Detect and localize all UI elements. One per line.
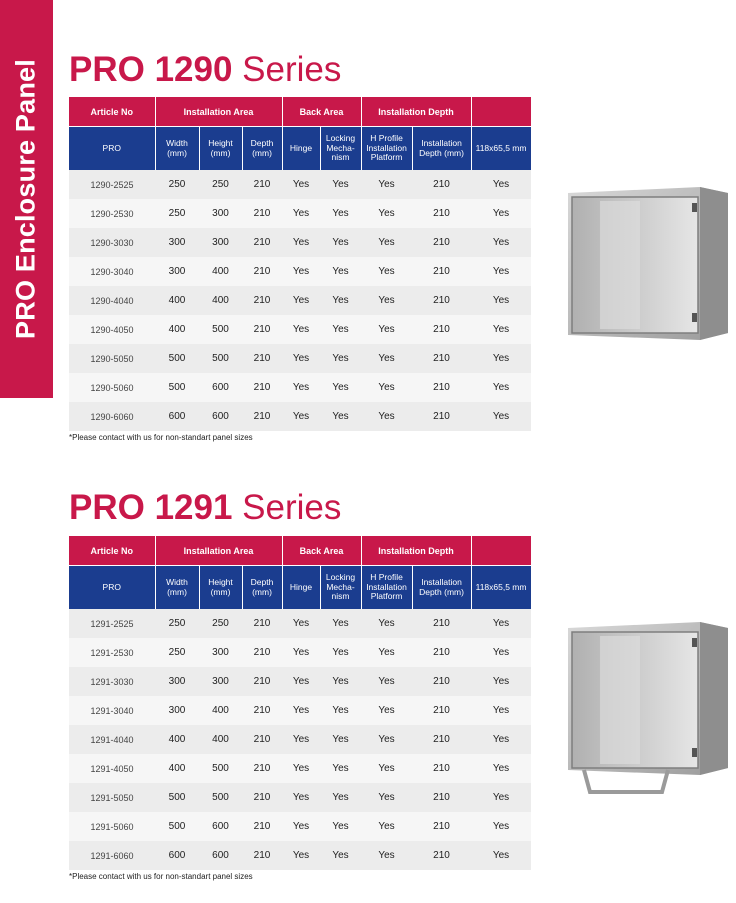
table-cell: 400 [199, 725, 242, 754]
table-cell: Yes [320, 199, 361, 228]
table-row [69, 170, 531, 199]
table-cell: 250 [199, 609, 242, 638]
table-cell: 210 [412, 783, 471, 812]
table-cell: 300 [155, 228, 199, 257]
table-cell: Yes [471, 257, 531, 286]
header-extra [471, 536, 531, 566]
table-cell: 210 [242, 696, 282, 725]
table-cell: Yes [320, 667, 361, 696]
header-article-no: Article No [69, 97, 155, 127]
table-cell: 300 [155, 696, 199, 725]
table-cell: 210 [412, 257, 471, 286]
series-title-light: Series [242, 488, 342, 527]
table-cell: 210 [242, 199, 282, 228]
table-cell: Yes [282, 667, 320, 696]
table-cell: 400 [155, 725, 199, 754]
article-number-cell: 1291-5050 [69, 783, 155, 812]
table-cell: Yes [471, 812, 531, 841]
table-cell: Yes [361, 286, 412, 315]
table-cell: Yes [471, 315, 531, 344]
table-cell: Yes [471, 841, 531, 870]
article-number-cell: 1291-2530 [69, 638, 155, 667]
table-cell: 210 [242, 783, 282, 812]
table-cell: Yes [471, 725, 531, 754]
table-cell: 500 [199, 315, 242, 344]
table-row [69, 696, 531, 725]
table-cell: Yes [361, 228, 412, 257]
table-cell: Yes [282, 315, 320, 344]
table-cell: 210 [412, 754, 471, 783]
subheader-cell: Height (mm) [199, 566, 242, 610]
table-cell: Yes [282, 170, 320, 199]
table-cell: Yes [471, 638, 531, 667]
table-cell: 210 [412, 373, 471, 402]
table-cell: Yes [282, 199, 320, 228]
table-cell: 210 [412, 638, 471, 667]
table-row [69, 257, 531, 286]
note-text: *Please contact with us for non-standart panel sizes [69, 872, 253, 881]
header-back-area: Back Area [282, 97, 361, 127]
table-cell: Yes [320, 286, 361, 315]
table-row [69, 373, 531, 402]
table-cell: Yes [361, 725, 412, 754]
table-cell: 500 [155, 783, 199, 812]
article-number-cell: 1290-3040 [69, 257, 155, 286]
table-cell: 210 [242, 754, 282, 783]
table-cell: 210 [242, 228, 282, 257]
table-cell: Yes [361, 754, 412, 783]
header-back-area: Back Area [282, 536, 361, 566]
table-cell: 210 [242, 344, 282, 373]
table-cell: 210 [412, 609, 471, 638]
table-cell: 600 [199, 841, 242, 870]
table-row [69, 754, 531, 783]
table-header-row [69, 536, 531, 566]
table-body [69, 170, 531, 431]
table-cell: 400 [155, 754, 199, 783]
article-number-cell: 1290-6060 [69, 402, 155, 431]
table-cell: 210 [412, 286, 471, 315]
table-cell: 210 [412, 841, 471, 870]
table-cell: Yes [471, 402, 531, 431]
article-number-cell: 1291-3030 [69, 667, 155, 696]
table-cell: Yes [361, 315, 412, 344]
table-cell: 300 [199, 228, 242, 257]
table-cell: Yes [471, 783, 531, 812]
table-cell: Yes [471, 344, 531, 373]
table-cell: 210 [412, 667, 471, 696]
table-cell: 400 [199, 696, 242, 725]
table-row [69, 725, 531, 754]
subheader-cell: Locking Mecha- nism [320, 127, 361, 171]
enclosure-image [560, 185, 730, 345]
header-extra [471, 97, 531, 127]
table-subheader-row [69, 566, 531, 610]
table-cell: Yes [320, 373, 361, 402]
table-cell: 210 [412, 170, 471, 199]
table-cell: Yes [471, 696, 531, 725]
table-cell: Yes [361, 402, 412, 431]
table-cell: Yes [471, 373, 531, 402]
table-cell: Yes [282, 609, 320, 638]
table-cell: 400 [199, 286, 242, 315]
table-cell: Yes [282, 286, 320, 315]
table-cell: Yes [471, 609, 531, 638]
table-row [69, 841, 531, 870]
table-cell: Yes [282, 841, 320, 870]
subheader-cell: Installation Depth (mm) [412, 566, 471, 610]
table-cell: Yes [320, 841, 361, 870]
series-title-1291 [69, 490, 341, 525]
article-number-cell: 1291-3040 [69, 696, 155, 725]
table-cell: 210 [242, 725, 282, 754]
table-row [69, 812, 531, 841]
table-row [69, 199, 531, 228]
table-cell: 500 [199, 754, 242, 783]
table-cell: 210 [412, 315, 471, 344]
table-cell: 210 [242, 373, 282, 402]
subheader-cell: Depth (mm) [242, 127, 282, 171]
header-installation-area: Installation Area [155, 536, 282, 566]
subheader-cell: Width (mm) [155, 127, 199, 171]
table-cell: 210 [242, 638, 282, 667]
subheader-cell: 118x65,5 mm [471, 127, 531, 171]
table-cell: 250 [199, 170, 242, 199]
table-cell: Yes [471, 286, 531, 315]
table-cell: 210 [412, 725, 471, 754]
table-cell: 400 [155, 286, 199, 315]
subheader-cell: Hinge [282, 127, 320, 171]
table-cell: 300 [199, 199, 242, 228]
table-cell: 500 [199, 344, 242, 373]
table-cell: Yes [361, 783, 412, 812]
table-cell: Yes [320, 638, 361, 667]
table-cell: Yes [282, 783, 320, 812]
table-cell: Yes [320, 228, 361, 257]
article-number-cell: 1290-4050 [69, 315, 155, 344]
table-cell: 210 [242, 402, 282, 431]
table-row [69, 228, 531, 257]
subheader-cell: Depth (mm) [242, 566, 282, 610]
table-cell: 500 [155, 373, 199, 402]
subheader-cell: Height (mm) [199, 127, 242, 171]
table-row [69, 783, 531, 812]
header-article-no: Article No [69, 536, 155, 566]
table-header-row [69, 97, 531, 127]
table-cell: Yes [320, 344, 361, 373]
table-cell: Yes [282, 344, 320, 373]
article-number-cell: 1291-2525 [69, 609, 155, 638]
spec-table-1291 [69, 536, 532, 870]
article-number-cell: 1291-6060 [69, 841, 155, 870]
table-cell: 210 [412, 402, 471, 431]
subheader-cell: PRO [69, 127, 155, 171]
table-cell: 210 [242, 609, 282, 638]
table-cell: Yes [282, 228, 320, 257]
table-row [69, 638, 531, 667]
table-cell: 300 [199, 667, 242, 696]
table-cell: Yes [361, 667, 412, 696]
subheader-cell: Width (mm) [155, 566, 199, 610]
table-cell: Yes [320, 315, 361, 344]
article-number-cell: 1291-5060 [69, 812, 155, 841]
table-cell: 600 [155, 402, 199, 431]
table-row [69, 667, 531, 696]
table-cell: Yes [320, 257, 361, 286]
table-cell: 210 [242, 812, 282, 841]
table-subheader-row [69, 127, 531, 171]
table-cell: 300 [155, 257, 199, 286]
side-tab-label: PRO Enclosure Panel [10, 59, 41, 339]
table-cell: Yes [471, 667, 531, 696]
table-cell: 210 [412, 696, 471, 725]
article-number-cell: 1290-3030 [69, 228, 155, 257]
table-row [69, 344, 531, 373]
table-cell: Yes [361, 344, 412, 373]
table-body [69, 609, 531, 870]
table-cell: 600 [199, 373, 242, 402]
table-cell: 400 [155, 315, 199, 344]
series-title-light: Series [242, 50, 342, 89]
table-cell: 600 [199, 812, 242, 841]
table-cell: Yes [282, 696, 320, 725]
table-cell: 210 [242, 257, 282, 286]
table-cell: 210 [412, 812, 471, 841]
table-cell: 250 [155, 609, 199, 638]
subheader-cell: H Profile Installation Platform [361, 566, 412, 610]
table-cell: Yes [471, 228, 531, 257]
table-cell: 210 [242, 315, 282, 344]
enclosure-image [562, 620, 732, 800]
table-cell: Yes [361, 812, 412, 841]
table-cell: Yes [471, 199, 531, 228]
subheader-cell: H Profile Installation Platform [361, 127, 412, 171]
series-title-bold: PRO 1290 [69, 50, 233, 89]
table-cell: 250 [155, 199, 199, 228]
table-cell: 300 [199, 638, 242, 667]
table-cell: 600 [155, 841, 199, 870]
article-number-cell: 1291-4050 [69, 754, 155, 783]
table-cell: Yes [361, 170, 412, 199]
subheader-cell: Hinge [282, 566, 320, 610]
table-cell: Yes [361, 373, 412, 402]
table-cell: 500 [155, 812, 199, 841]
article-number-cell: 1291-4040 [69, 725, 155, 754]
table-cell: Yes [361, 257, 412, 286]
table-cell: Yes [282, 402, 320, 431]
table-row [69, 315, 531, 344]
table-cell: Yes [320, 812, 361, 841]
header-installation-depth: Installation Depth [361, 97, 471, 127]
table-cell: 250 [155, 638, 199, 667]
table-cell: 210 [412, 344, 471, 373]
article-number-cell: 1290-4040 [69, 286, 155, 315]
table-cell: Yes [320, 402, 361, 431]
table-cell: Yes [471, 754, 531, 783]
table-cell: 500 [199, 783, 242, 812]
table-cell: Yes [282, 812, 320, 841]
spec-table-1290 [69, 97, 532, 431]
article-number-cell: 1290-5060 [69, 373, 155, 402]
table-row [69, 609, 531, 638]
table-cell: Yes [361, 609, 412, 638]
table-cell: 210 [242, 286, 282, 315]
header-installation-area: Installation Area [155, 97, 282, 127]
table-row [69, 286, 531, 315]
table-cell: Yes [282, 638, 320, 667]
table-cell: Yes [361, 638, 412, 667]
series-title-1290 [69, 52, 341, 87]
table-cell: 210 [242, 667, 282, 696]
table-cell: Yes [282, 373, 320, 402]
table-cell: 300 [155, 667, 199, 696]
table-cell: Yes [361, 199, 412, 228]
table-cell: Yes [361, 696, 412, 725]
table-cell: 210 [412, 199, 471, 228]
subheader-cell: 118x65,5 mm [471, 566, 531, 610]
table-cell: Yes [361, 841, 412, 870]
article-number-cell: 1290-5050 [69, 344, 155, 373]
article-number-cell: 1290-2525 [69, 170, 155, 199]
table-row [69, 402, 531, 431]
article-number-cell: 1290-2530 [69, 199, 155, 228]
table-cell: 600 [199, 402, 242, 431]
table-cell: 500 [155, 344, 199, 373]
table-cell: 400 [199, 257, 242, 286]
subheader-cell: PRO [69, 566, 155, 610]
table-cell: Yes [282, 257, 320, 286]
subheader-cell: Locking Mecha- nism [320, 566, 361, 610]
table-cell: 210 [412, 228, 471, 257]
header-installation-depth: Installation Depth [361, 536, 471, 566]
table-cell: Yes [320, 725, 361, 754]
table-cell: Yes [471, 170, 531, 199]
note-text: *Please contact with us for non-standart panel sizes [69, 433, 253, 442]
subheader-cell: Installation Depth (mm) [412, 127, 471, 171]
table-cell: 250 [155, 170, 199, 199]
table-cell: 210 [242, 170, 282, 199]
side-tab [0, 0, 53, 398]
table-cell: Yes [282, 754, 320, 783]
series-title-bold: PRO 1291 [69, 488, 233, 527]
table-cell: Yes [320, 754, 361, 783]
table-cell: Yes [320, 696, 361, 725]
table-cell: Yes [320, 609, 361, 638]
table-cell: 210 [242, 841, 282, 870]
table-cell: Yes [320, 170, 361, 199]
table-cell: Yes [282, 725, 320, 754]
table-cell: Yes [320, 783, 361, 812]
